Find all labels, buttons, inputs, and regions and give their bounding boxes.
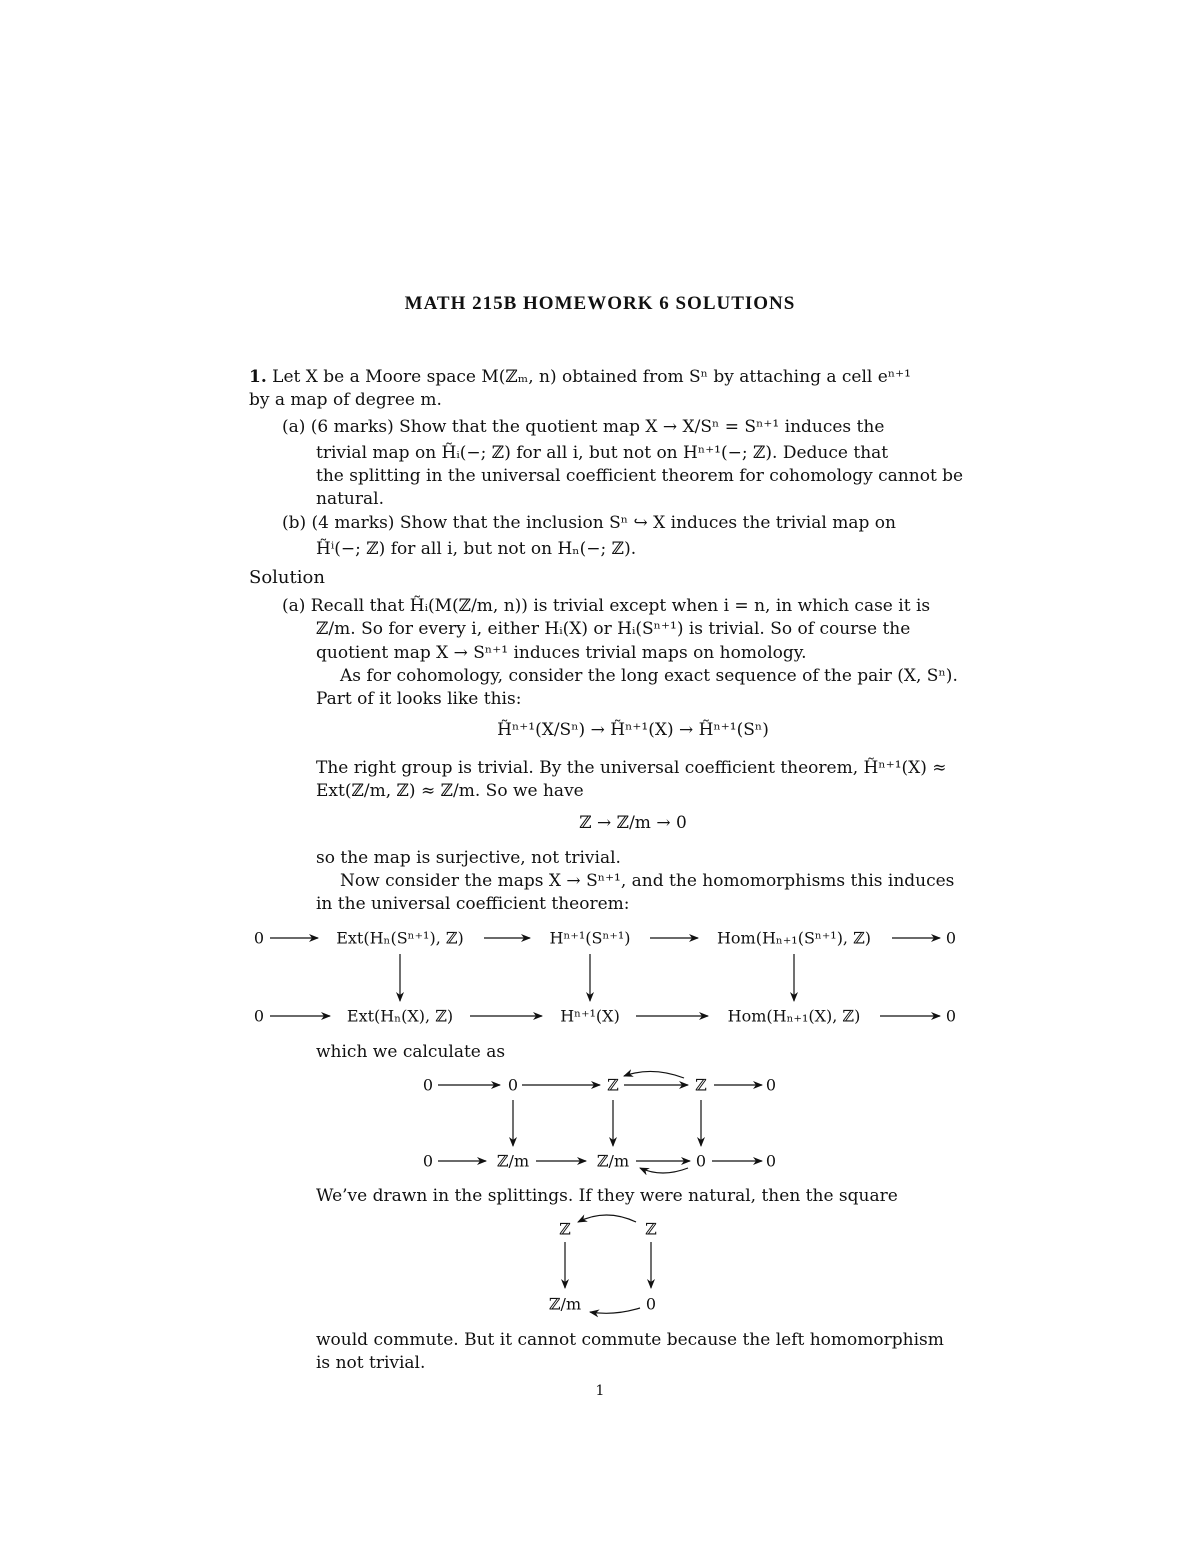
equation-surjection: ℤ → ℤ/m → 0 xyxy=(579,813,687,833)
d1-top-node: 0 xyxy=(253,928,265,948)
part-a-line: natural. xyxy=(316,489,384,509)
splittings-text: We’ve drawn in the splittings. If they were natural, then the square xyxy=(316,1186,898,1206)
d1-bottom-node: Hom(Hₙ₊₁(X), ℤ) xyxy=(727,1006,861,1026)
d1-top-node: Hⁿ⁺¹(Sⁿ⁺¹) xyxy=(549,928,631,948)
d1-top-node: 0 xyxy=(945,928,957,948)
solution-para5-line: Now consider the maps X → Sⁿ⁺¹, and the homomorphisms this induces xyxy=(340,871,955,891)
d2-bottom-node: ℤ/m xyxy=(496,1151,530,1171)
part-a-line: the splitting in the universal coefficient theorem for cohomology cannot be xyxy=(316,466,964,486)
d1-bottom-node: 0 xyxy=(945,1006,957,1026)
solution-para5-line: in the universal coefficient theorem: xyxy=(316,894,630,914)
problem-intro-text: Let X be a Moore space M(ℤₘ, n) obtained from Sⁿ by attaching a cell eⁿ⁺¹ xyxy=(272,367,911,387)
d2-bottom-node: 0 xyxy=(765,1151,777,1171)
page-title: MATH 215B HOMEWORK 6 SOLUTIONS xyxy=(404,293,796,314)
solution-para3-line: Ext(ℤ/m, ℤ) ≈ ℤ/m. So we have xyxy=(316,781,584,801)
part-a-line: (a) (6 marks) Show that the quotient map X → X/Sⁿ = Sⁿ⁺¹ induces the xyxy=(282,417,885,437)
d2-top-splitting-arrow xyxy=(624,1071,684,1078)
d3-splitting-bottom-arrow xyxy=(590,1308,640,1313)
calc-text: which we calculate as xyxy=(316,1042,506,1062)
part-b-line: (b) (4 marks) Show that the inclusion Sⁿ ↪ X induces the trivial map on xyxy=(282,513,896,533)
d3-bottom-node: ℤ/m xyxy=(548,1294,582,1314)
d2-top-node: 0 xyxy=(507,1075,519,1095)
d2-top-node: ℤ xyxy=(607,1075,619,1095)
d2-bottom-node: 0 xyxy=(422,1151,434,1171)
part-b-line: H̃ⁱ(−; ℤ) for all i, but not on Hₙ(−; ℤ). xyxy=(316,539,637,559)
solution-para2-line: Part of it looks like this: xyxy=(316,689,522,709)
solution-para1-line: ℤ/m. So for every i, either Hᵢ(X) or Hᵢ(Sⁿ⁺¹) is trivial. So of course the xyxy=(316,619,911,639)
solution-para3-line: The right group is trivial. By the universal coefficient theorem, H̃ⁿ⁺¹(X) ≈ xyxy=(316,758,947,778)
d2-top-node: ℤ xyxy=(695,1075,707,1095)
d1-bottom-node: 0 xyxy=(253,1006,265,1026)
solution-para2-line: As for cohomology, consider the long exact sequence of the pair (X, Sⁿ). xyxy=(340,666,958,686)
d1-top-node: Ext(Hₙ(Sⁿ⁺¹), ℤ) xyxy=(336,928,464,948)
d2-bottom-node: ℤ/m xyxy=(596,1151,630,1171)
page-number: 1 xyxy=(595,1383,605,1399)
equation-les: H̃ⁿ⁺¹(X/Sⁿ) → H̃ⁿ⁺¹(X) → H̃ⁿ⁺¹(Sⁿ) xyxy=(497,720,769,740)
d2-top-node: 0 xyxy=(765,1075,777,1095)
d3-top-node: ℤ xyxy=(645,1219,657,1239)
d1-top-node: Hom(Hₙ₊₁(Sⁿ⁺¹), ℤ) xyxy=(716,928,872,948)
d1-bottom-node: Hⁿ⁺¹(X) xyxy=(560,1006,620,1026)
d3-bottom-node: 0 xyxy=(645,1294,657,1314)
conclusion-line: is not trivial. xyxy=(316,1353,426,1373)
problem-number: 1. xyxy=(249,367,267,387)
d2-bottom-node: 0 xyxy=(695,1151,707,1171)
part-a-line: trivial map on H̃ᵢ(−; ℤ) for all i, but not on Hⁿ⁺¹(−; ℤ). Deduce that xyxy=(316,443,889,463)
d1-bottom-node: Ext(Hₙ(X), ℤ) xyxy=(346,1006,454,1026)
conclusion-line: would commute. But it cannot commute because the left homomorphism xyxy=(316,1330,944,1350)
solution-para1-line: quotient map X → Sⁿ⁺¹ induces trivial maps on homology. xyxy=(316,643,807,663)
problem-intro-line2: by a map of degree m. xyxy=(249,390,442,410)
solution-heading: Solution xyxy=(249,567,325,588)
d2-bottom-splitting-arrow xyxy=(640,1168,688,1173)
d2-top-node: 0 xyxy=(422,1075,434,1095)
d3-splitting-top-arrow xyxy=(578,1215,636,1222)
solution-para4: so the map is surjective, not trivial. xyxy=(316,848,621,868)
solution-para1-line: (a) Recall that H̃ᵢ(M(ℤ/m, n)) is trivial except when i = n, in which case it is xyxy=(282,596,931,616)
d3-top-node: ℤ xyxy=(559,1219,571,1239)
